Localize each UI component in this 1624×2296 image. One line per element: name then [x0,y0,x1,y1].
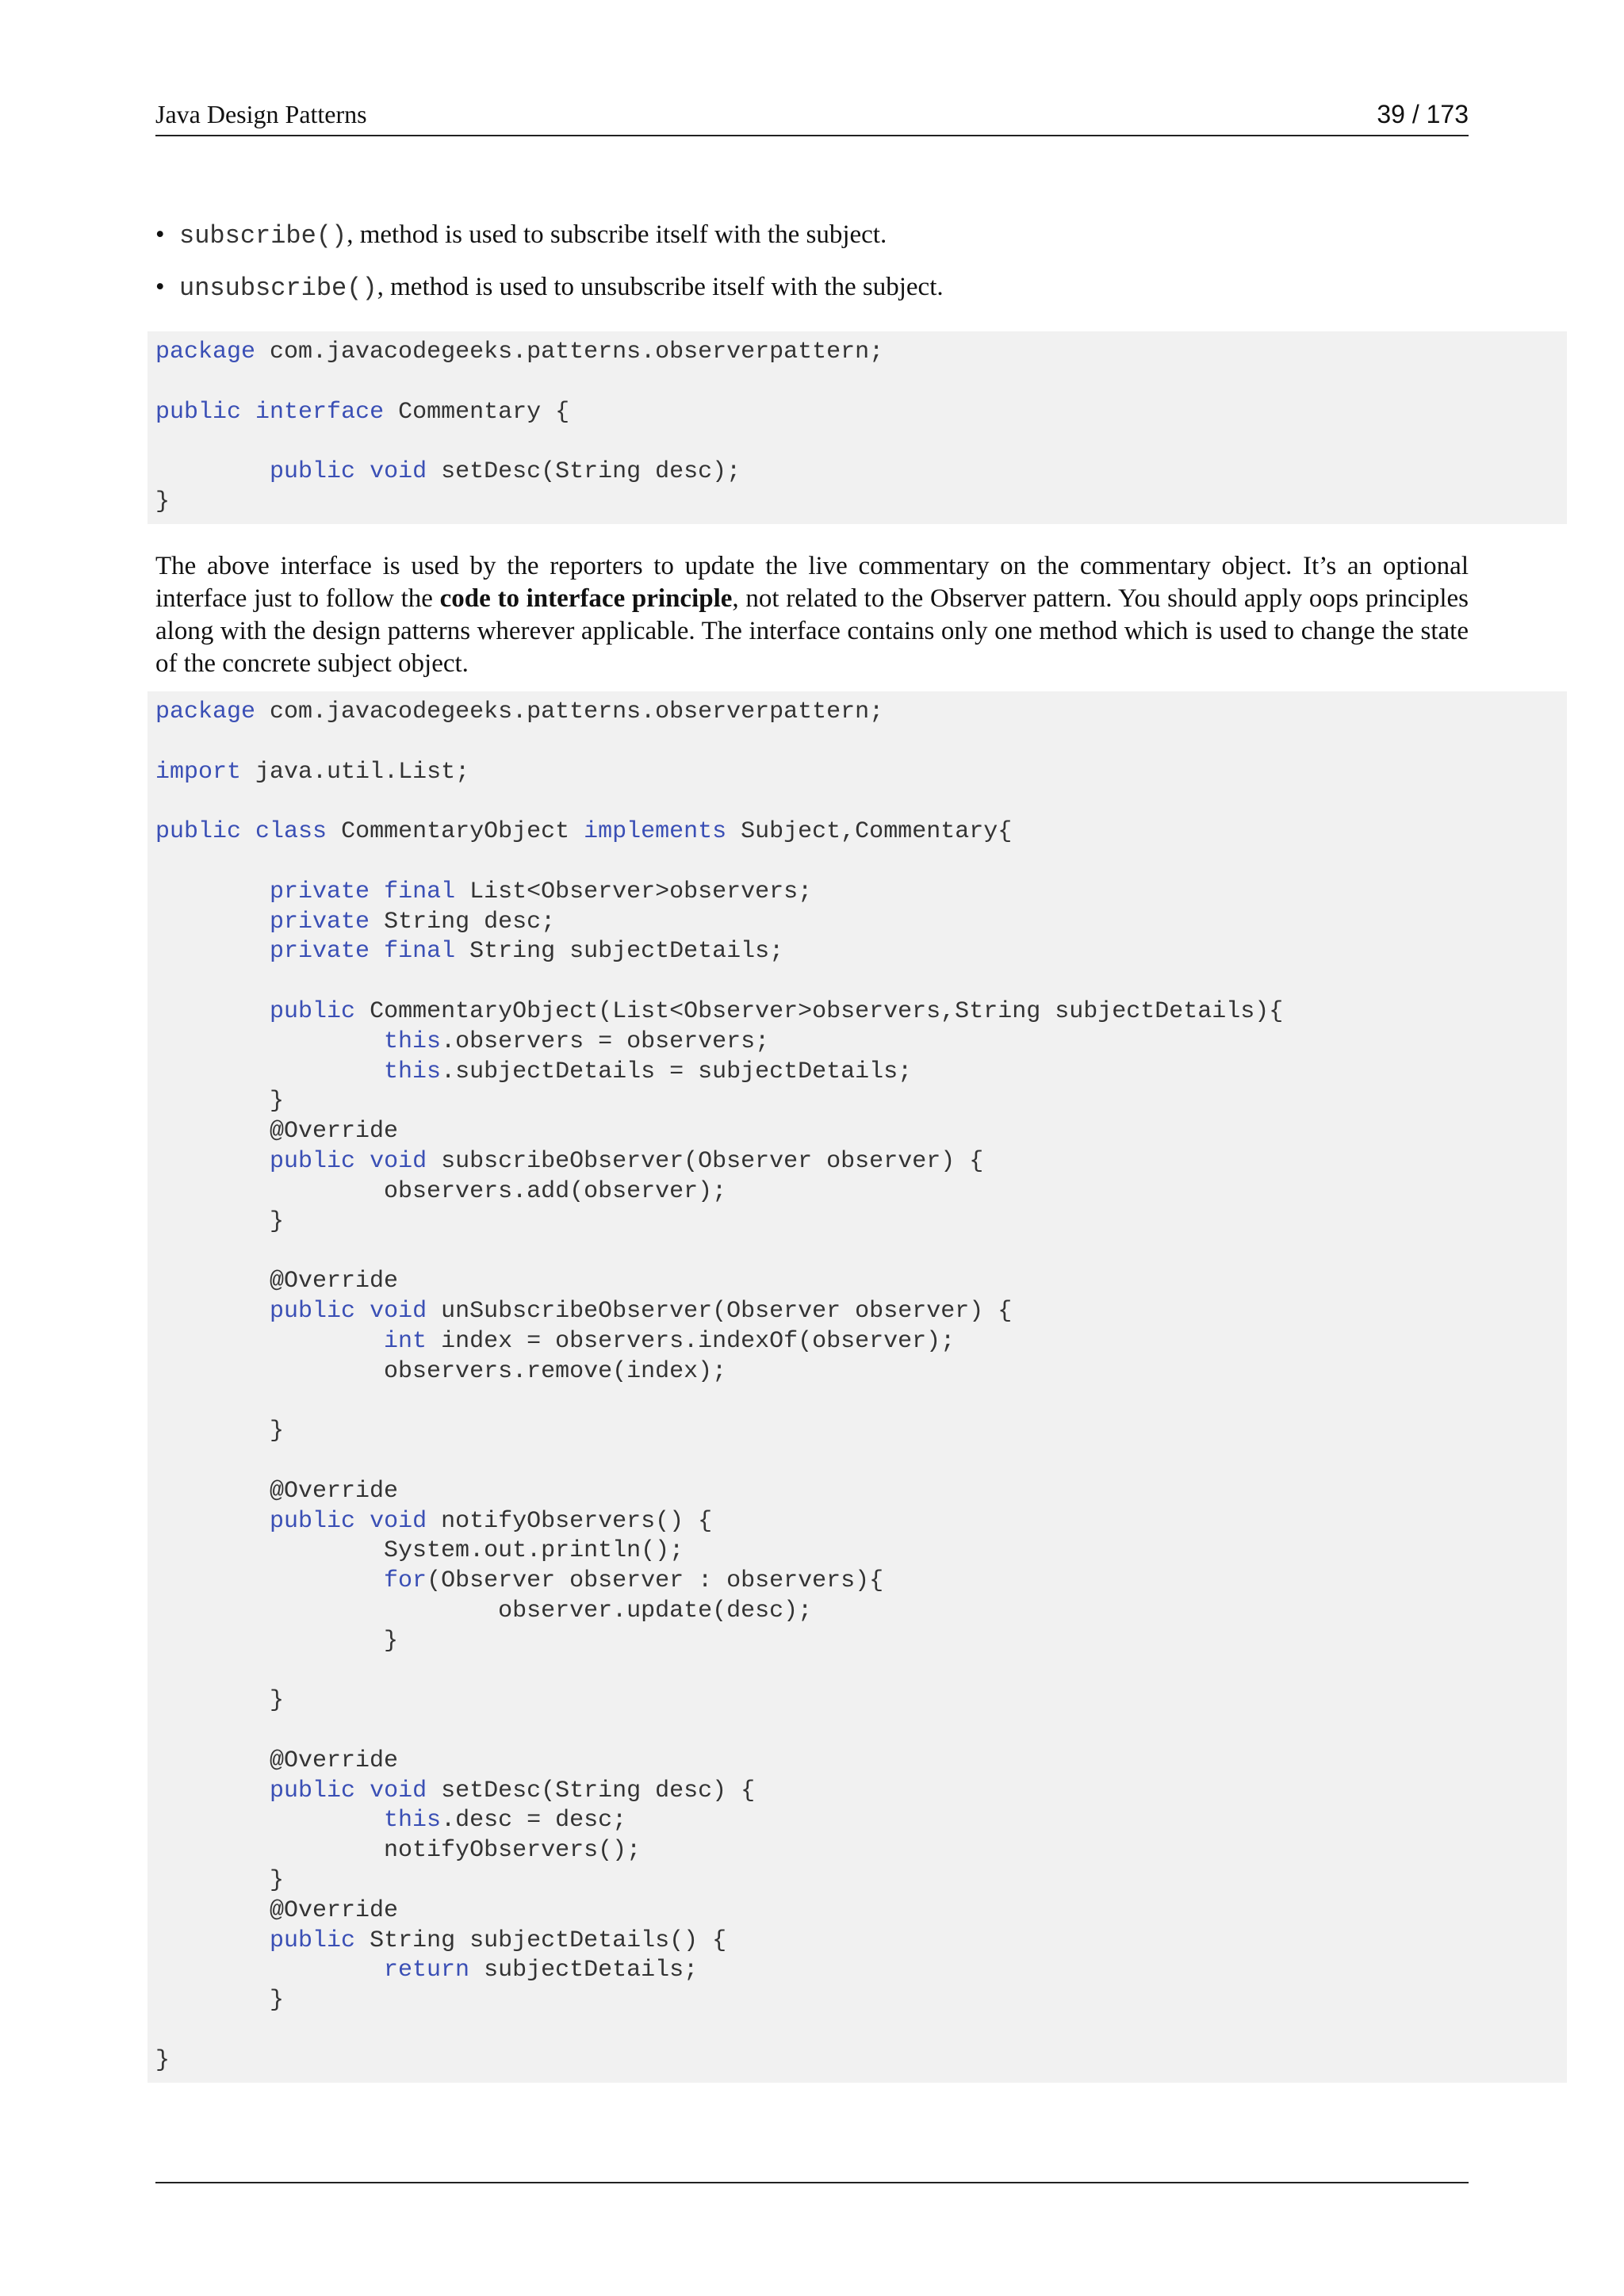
code-text: com.javacodegeeks.patterns.observerpattern; [255,339,884,365]
code-line [155,1357,1559,1387]
code-line [155,1866,1559,1896]
code-text: } [155,1088,285,1115]
code-line [155,1836,1559,1866]
code-text [241,399,255,426]
code-text: notifyObservers() { [427,1507,713,1535]
code-text [155,1148,270,1175]
code-text: .desc = desc; [441,1807,627,1835]
code-text: String desc; [370,908,556,936]
footer-rule [155,2182,1469,2183]
code-line [155,457,1559,488]
page-number: 39 / 173 [1377,100,1469,128]
code-line [155,1627,1559,1657]
code-line [155,997,1559,1027]
method-description: , method is used to subscribe itself with the subject. [347,220,887,249]
code-line [155,1327,1559,1357]
code-text [155,458,270,485]
code-text: observer.update(desc); [155,1597,813,1624]
code-keyword: public [270,1507,356,1535]
paragraph-bold-text: code to interface principle [439,584,733,613]
code-line [155,1417,1559,1447]
code-line [155,1237,1559,1267]
code-line [155,1297,1559,1327]
code-keyword: implements [584,818,727,846]
page-header [155,98,1469,136]
code-text: setDesc(String desc); [427,458,741,486]
code-text: CommentaryObject [327,818,584,846]
code-keyword: for [384,1567,427,1595]
code-line [155,1927,1559,1957]
code-text: Commentary { [384,398,570,426]
code-line [155,1567,1559,1597]
code-line [155,1686,1559,1716]
code-keyword: public [270,1777,356,1804]
code-line [155,758,1559,788]
code-keyword: void [370,1147,427,1175]
document-title: Java Design Patterns [155,100,367,128]
code-line [155,2046,1559,2076]
code-keyword: int [384,1327,427,1355]
code-text [155,1957,384,1984]
code-line [155,1058,1559,1088]
code-text: notifyObservers(); [155,1837,642,1865]
code-text [355,458,370,485]
code-text [355,1148,370,1175]
code-line [155,1117,1559,1147]
code-keyword: this [384,1807,442,1835]
code-keyword: void [370,1507,427,1535]
code-line [155,698,1559,728]
code-text: } [155,488,170,515]
code-line [155,488,1559,518]
code-line [155,1087,1559,1117]
code-keyword: private [270,908,370,936]
method-name: unsubscribe() [179,274,377,303]
code-text [370,938,384,965]
code-line [155,1806,1559,1836]
code-text: (Observer observer : observers){ [427,1567,884,1595]
code-text: setDesc(String desc) { [427,1777,756,1804]
code-line [155,1507,1559,1537]
code-line [155,1536,1559,1567]
code-line [155,937,1559,967]
code-line [155,1896,1559,1927]
code-text: .observers = observers; [441,1027,770,1055]
code-text: .subjectDetails = subjectDetails; [441,1058,913,1085]
code-text: java.util.List; [241,758,470,786]
code-line [155,1777,1559,1807]
paragraph-text: , not related to the Observer pattern. You should apply oops principles along with the design patterns wherever applicable. The interface contains only one method which is used to change the state of the concrete subject object. [155,584,1469,678]
code-line [155,878,1559,908]
code-line [155,967,1559,997]
code-text: observers.remove(index); [155,1357,727,1385]
code-text [155,1298,270,1325]
code-text [155,1028,384,1055]
code-line [155,1657,1559,1687]
code-line [155,1447,1559,1477]
list-item [155,271,1469,304]
code-text: } [155,1418,285,1445]
code-text: @Override [155,1747,399,1774]
list-item [155,219,1469,252]
code-keyword: void [370,1297,427,1325]
code-keyword: public [155,398,242,426]
code-line [155,1716,1559,1747]
code-text: @Override [155,1477,399,1505]
code-text [355,1508,370,1535]
code-text: } [155,2046,170,2074]
code-keyword: public [270,1297,356,1325]
code-text [155,938,270,965]
code-text: Subject,Commentary{ [726,818,1013,846]
bullet-icon: • [155,273,165,301]
code-text: subjectDetails; [469,1957,699,1984]
body-paragraph [155,550,1469,680]
code-text [155,1328,384,1355]
code-text: } [155,1987,285,2015]
method-bullet-list [155,219,1469,323]
code-text: CommentaryObject(List<Observer>observers,String subjectDetails){ [355,997,1284,1025]
code-text: } [155,1687,285,1715]
code-text: subscribeObserver(Observer observer) { [427,1147,984,1175]
code-line [155,908,1559,938]
code-text [155,1058,384,1085]
code-line [155,427,1559,457]
method-name: subscribe() [179,221,347,251]
code-line [155,1747,1559,1777]
code-line [155,368,1559,398]
code-keyword: void [370,458,427,486]
code-text: System.out.println(); [155,1537,684,1565]
code-text: } [155,1867,285,1895]
code-block-commentary-interface [147,331,1567,524]
method-description: , method is used to unsubscribe itself with the subject. [377,273,944,301]
code-text [155,909,270,936]
code-keyword: interface [255,398,385,426]
code-text [155,1927,270,1954]
code-keyword: public [270,997,356,1025]
code-line [155,1147,1559,1177]
code-text: observers.add(observer); [155,1177,727,1205]
code-line [155,848,1559,878]
code-keyword: this [384,1058,442,1085]
code-text: unSubscribeObserver(Observer observer) { [427,1297,1013,1325]
code-text: List<Observer>observers; [455,878,813,905]
code-text: String subjectDetails; [455,938,784,966]
code-text [155,1567,384,1594]
code-text: @Override [155,1896,399,1924]
code-block-commentary-object [147,691,1567,2083]
code-line [155,817,1559,848]
code-text [155,1508,270,1535]
code-keyword: public [270,1927,356,1954]
code-text [241,818,255,845]
code-text: com.javacodegeeks.patterns.observerpattern; [255,698,884,725]
code-line [155,1207,1559,1238]
code-text [355,1777,370,1804]
code-keyword: void [370,1777,427,1804]
code-keyword: package [155,339,256,365]
code-text [355,1298,370,1325]
code-keyword: import [155,758,242,786]
code-keyword: class [255,818,327,846]
code-line [155,1267,1559,1297]
code-text [370,878,384,905]
code-keyword: private [270,878,370,905]
code-line [155,1027,1559,1058]
code-keyword: final [384,938,456,966]
code-keyword: this [384,1027,442,1055]
code-keyword: public [270,458,356,486]
code-text: index = observers.indexOf(observer); [427,1327,956,1355]
code-line [155,1597,1559,1627]
code-line [155,398,1559,428]
code-line [155,1986,1559,2016]
code-line [155,338,1559,368]
code-line [155,1956,1559,1986]
code-line [155,728,1559,758]
code-keyword: final [384,878,456,905]
code-keyword: private [270,938,370,966]
code-keyword: return [384,1957,470,1984]
code-keyword: public [155,818,242,846]
code-line [155,787,1559,817]
code-text [155,1777,270,1804]
code-keyword: package [155,698,256,725]
code-line [155,1387,1559,1417]
code-line [155,2016,1559,2046]
code-text: } [155,1207,285,1235]
code-keyword: public [270,1147,356,1175]
code-text [155,998,270,1025]
paragraph-text: The above interface is used by the reporters to update the live commentary on the commentary object. It’s an optional interface just to follow the [155,552,1469,613]
code-text: } [155,1627,399,1655]
bullet-icon: • [155,220,165,249]
code-text [155,1807,384,1834]
code-text [155,878,270,905]
code-line [155,1477,1559,1507]
code-line [155,1177,1559,1207]
code-text: String subjectDetails() { [355,1927,727,1954]
code-text: @Override [155,1118,399,1146]
code-text: @Override [155,1268,399,1295]
